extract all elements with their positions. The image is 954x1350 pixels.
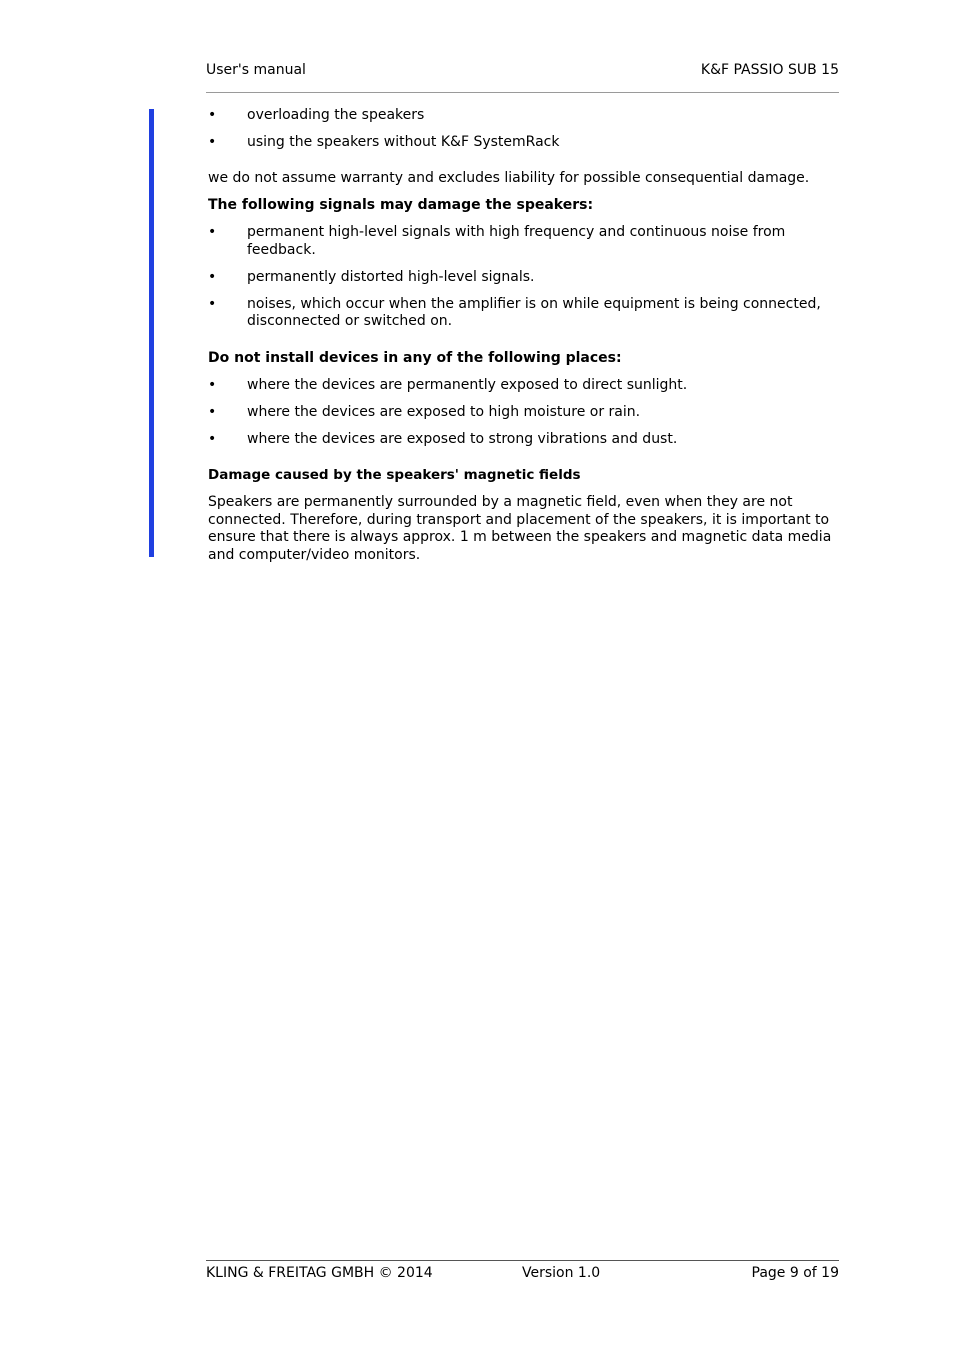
list-item-text: permanently distorted high-level signals. xyxy=(247,268,535,285)
list-item-text: using the speakers without K&F SystemRack xyxy=(247,134,560,150)
bullet-icon: • xyxy=(208,377,217,393)
list-item-text: noises, which occur when the amplifier is on while equipment is being connected, disconnected or switched on. xyxy=(247,295,821,329)
list-item xyxy=(208,134,840,152)
signals-heading: The following signals may damage the speakers: xyxy=(208,197,594,213)
bullet-icon: • xyxy=(208,134,217,150)
page-body xyxy=(208,107,840,564)
bullet-icon: • xyxy=(208,404,217,420)
list-item xyxy=(208,377,840,395)
header-divider xyxy=(206,92,839,93)
magnetic-paragraph: Speakers are permanently surrounded by a magnetic field, even when they are not connected. Therefore, during transport and placement of the speakers, it is important to ensure that there is always approx. 1 m between the speakers and magnetic data media and computer/video monitors. xyxy=(208,494,832,563)
revision-change-bar xyxy=(149,109,154,557)
footer-version: Version 1.0 xyxy=(522,1265,601,1281)
page-footer xyxy=(206,1263,839,1283)
list-item-text: where the devices are exposed to high moisture or rain. xyxy=(247,404,641,420)
list-item xyxy=(208,224,840,259)
install-heading: Do not install devices in any of the following places: xyxy=(208,350,622,366)
list-item-text: overloading the speakers xyxy=(247,107,425,123)
warranty-paragraph: we do not assume warranty and excludes liability for possible consequential damage. xyxy=(208,170,810,186)
list-item xyxy=(208,296,840,331)
footer-copyright: KLING & FREITAG GMBH © 2014 xyxy=(206,1265,433,1281)
list-item-text: where the devices are permanently exposed to direct sunlight. xyxy=(247,377,688,393)
footer-page-number: Page 9 of 19 xyxy=(751,1265,839,1281)
magnetic-heading: Damage caused by the speakers' magnetic fields xyxy=(208,467,581,483)
bullet-icon: • xyxy=(208,224,217,240)
list-item xyxy=(208,269,840,287)
page-header xyxy=(206,60,839,80)
header-product-name: K&F PASSIO SUB 15 xyxy=(700,62,839,78)
bullet-icon: • xyxy=(208,107,217,123)
footer-divider xyxy=(206,1260,839,1261)
list-item xyxy=(208,404,840,422)
header-doc-type: User's manual xyxy=(206,62,306,78)
list-item xyxy=(208,107,840,125)
bullet-icon: • xyxy=(208,431,217,447)
bullet-icon: • xyxy=(208,268,217,285)
bullet-icon: • xyxy=(208,295,217,312)
list-item-text: where the devices are exposed to strong vibrations and dust. xyxy=(247,431,678,447)
list-item-text: permanent high-level signals with high frequency and continuous noise from feedback. xyxy=(247,224,786,258)
list-item xyxy=(208,431,840,449)
